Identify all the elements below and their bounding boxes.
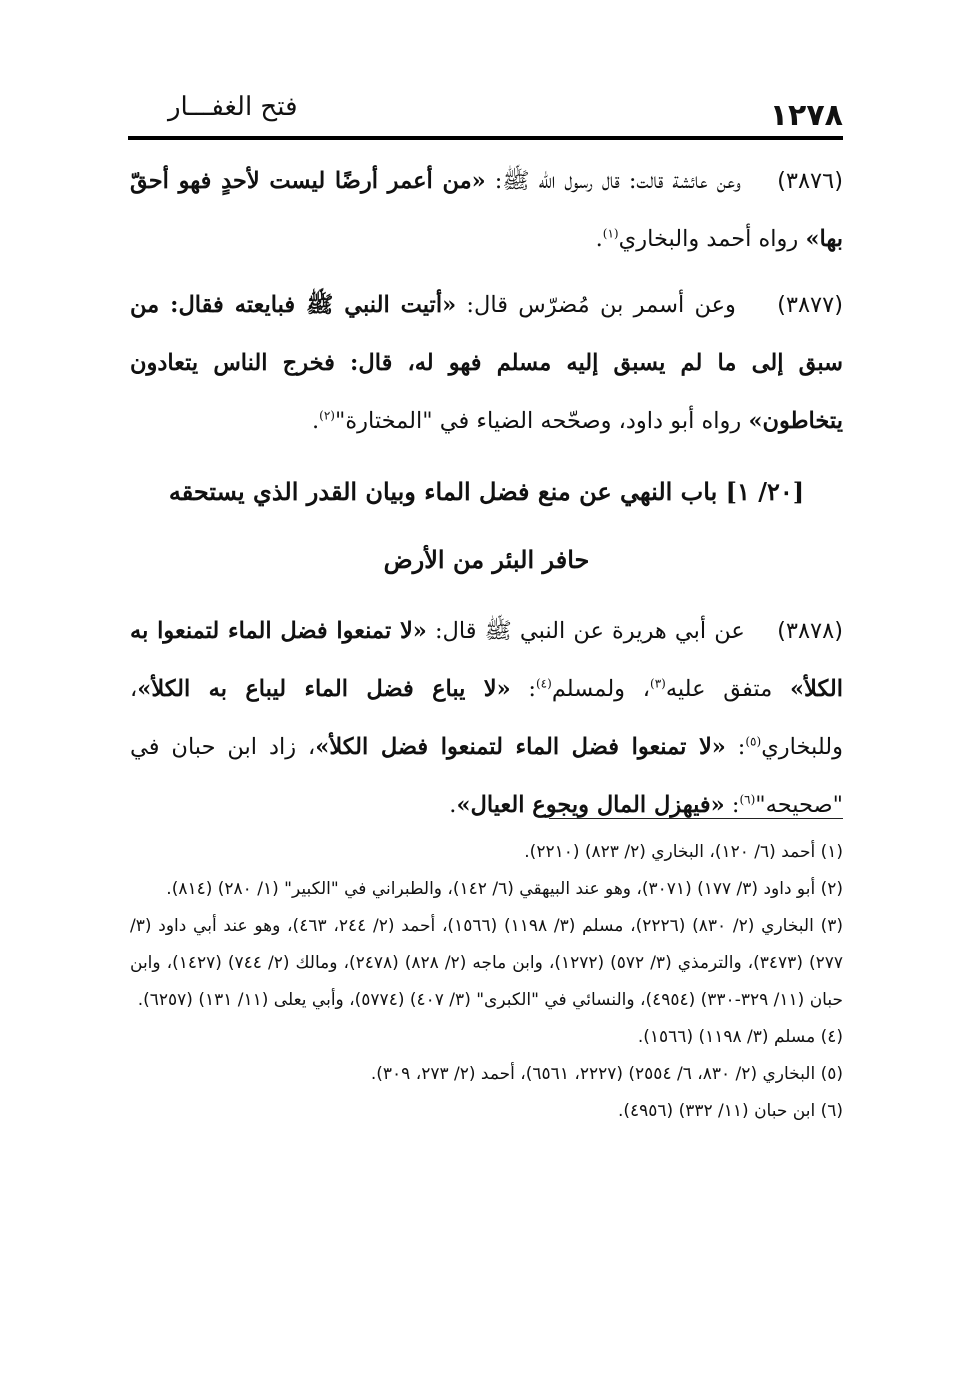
period: . bbox=[449, 792, 457, 818]
footnote-6: (٦) ابن حبان (١١/ ٣٣٢) (٤٩٥٦). bbox=[617, 1101, 843, 1121]
period: . bbox=[311, 408, 320, 434]
text-segment: : bbox=[725, 734, 746, 760]
chapter-heading bbox=[130, 458, 843, 594]
footnote-ref: (٣) bbox=[650, 676, 666, 691]
footnote-3: (٣) البخاري (٢/ ٨٣٠) (٢٢٢٦)، مسلم (٣/ ١١٩٨) (١٥٦٦)، أحمد (٢/ ٢٤٤، ٤٦٣)، وهو عند أبي داود (٣/ ٢٧٧) (٣٤٧٣)، والترمذي (٣/ ٥٧٢) (١٢٧٢)، وابن ماجه (٢/ ٨٢٨) (٢٤٧٨)، ومالك (٢/ ٧٤٤) (١٤٢٧)، وابن حبان (١١/ ٣٢٩-٣٣٠) (٤٩٥٤)، والنسائي في "الكبرى" (٣/ ٤٠٧) (٥٧٧٤)، وأبي يعلى (١١/ ١٣١) (٦٢٥٧). bbox=[130, 916, 843, 1010]
hadith-3877 bbox=[130, 276, 843, 450]
footnote-2: (٢) أبو داود (٣/ ١٧٧) (٣٠٧١)، وهو عند البيهقي (٦/ ١٤٢)، والطبراني في "الكبير" (١/ ٢٨٠) (٨١٤). bbox=[166, 879, 843, 899]
text-segment: ، ولمسلم bbox=[551, 676, 650, 702]
footnote-separator bbox=[549, 818, 843, 819]
hadith-quote: «من أعمر أرضًا ليست لأحدٍ فهو أحقّ بها» bbox=[130, 168, 843, 252]
hadith-source: رواه أحمد والبخاري bbox=[618, 226, 806, 252]
page-number: ١٢٧٨ bbox=[769, 98, 843, 133]
hadith-3878 bbox=[130, 602, 843, 834]
footnotes bbox=[130, 834, 843, 1130]
period: . bbox=[595, 226, 603, 252]
footnote-4: (٤) مسلم (٣/ ١١٩٨) (١٥٦٦). bbox=[637, 1027, 843, 1047]
hadith-intro: وعن أسمر بن مُضرّس قال: bbox=[456, 292, 736, 318]
hadith-intro: عن أبي هريرة عن النبي ﷺ قال: bbox=[426, 618, 745, 644]
text-segment: : bbox=[724, 792, 740, 818]
hadith-quote: «فيهزل المال ويجوع العيال» bbox=[456, 792, 725, 818]
footnote-ref: (١) bbox=[602, 226, 619, 241]
hadith-quote: «لا تمنعوا فضل الماء لتمنعوا فضل الكلأ» bbox=[315, 734, 726, 760]
hadith-quote: «لا يباع فضل الماء ليباع به الكلأ» bbox=[137, 676, 511, 702]
hadith-quote: «أتيت النبي ﷺ فبايعته فقال: من سبق إلى ما لم يسبق إليه مسلم فهو له، قال: فخرج الناس يتعادون يتخاطون» bbox=[130, 292, 843, 434]
hadith-number: (٣٨٧٧) bbox=[777, 292, 843, 318]
hadith-quote: «لا تمنعوا فضل الماء لتمنعوا به الكلأ» bbox=[130, 618, 843, 702]
page-header bbox=[128, 92, 843, 136]
text-segment: متفق عليه bbox=[665, 676, 790, 702]
footnote-5: (٥) البخاري (٢/ ٨٣٠، ٦/ ٢٥٥٤) (٢٢٢٧، ٦٥٦١)، أحمد (٢/ ٢٧٣، ٣٠٩). bbox=[370, 1064, 843, 1084]
main-text bbox=[130, 152, 843, 842]
hadith-source: رواه أبو داود، وصحّحه الضياء في "المختارة" bbox=[334, 408, 749, 434]
chapter-heading-line-1: [٢٠/ ١] باب النهي عن منع فضل الماء وبيان القدر الذي يستحقه bbox=[168, 477, 805, 506]
text-segment: ، وللبخاري bbox=[130, 676, 844, 760]
footnote-ref: (٤) bbox=[535, 676, 552, 691]
book-title: فتح الغفـــار bbox=[168, 92, 298, 122]
hadith-number: (٣٨٧٦) bbox=[777, 168, 843, 194]
hadith-number: (٣٨٧٨) bbox=[777, 618, 843, 644]
text-segment: ، زاد ابن حبان في "صحيحه" bbox=[130, 734, 843, 818]
chapter-heading-line-2: حافر البئر من الأرض bbox=[383, 545, 590, 574]
hadith-3876 bbox=[130, 152, 843, 268]
footnote-1: (١) أحمد (٦/ ١٢٠)، البخاري (٢/ ٨٢٣) (٢٢١٠). bbox=[524, 842, 843, 862]
hadith-intro: وعن عائشة قالت: قال رسول الله ﷺ: bbox=[485, 168, 741, 194]
text-segment: : bbox=[510, 676, 536, 702]
footnote-ref: (٢) bbox=[319, 408, 335, 423]
footnote-ref: (٦) bbox=[739, 792, 756, 807]
footnote-ref: (٥) bbox=[745, 734, 762, 749]
header-rule bbox=[128, 136, 843, 140]
